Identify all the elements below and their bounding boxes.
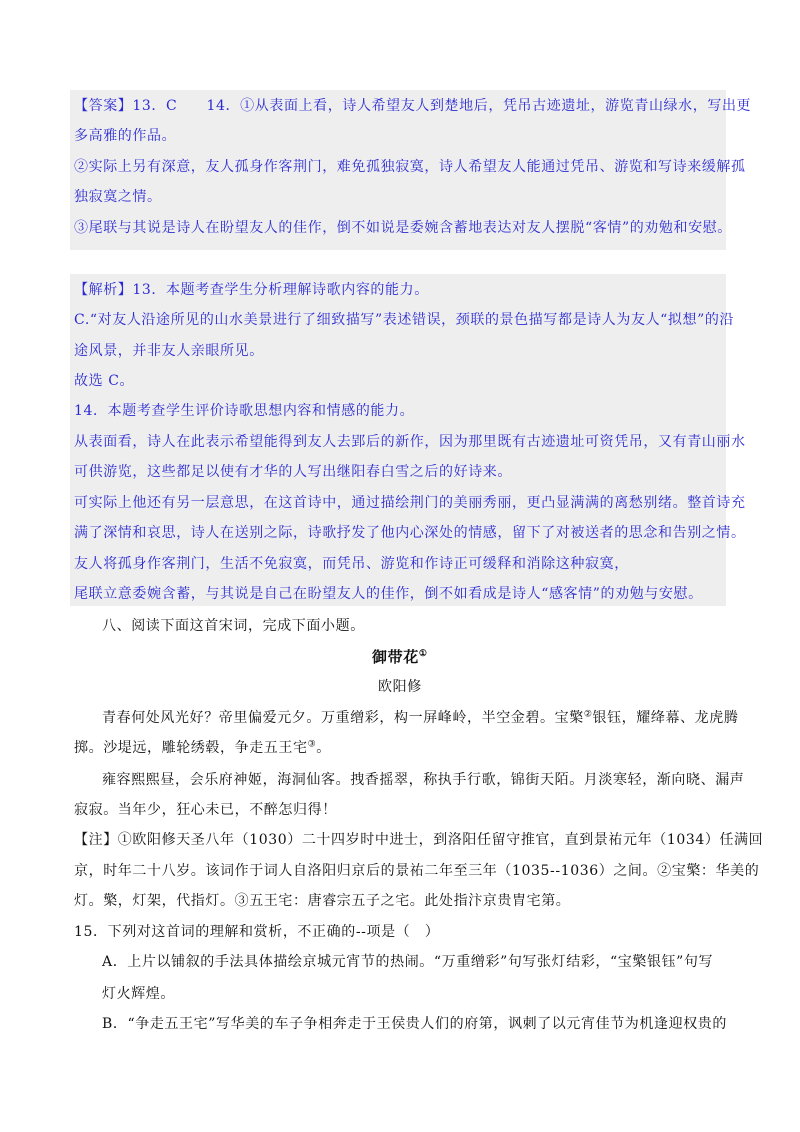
analysis-line: 14．本题考查学生评价诗歌思想内容和情感的能力。: [74, 403, 415, 419]
notes-line: 【注】①欧阳修天圣八年（1030）二十四岁时中进士，到洛阳任留守推官，直到景祐元年（1034）任满回: [74, 832, 764, 848]
notes-line: 灯。檠，灯架，代指灯。③五王宅：唐睿宗五子之宅。此处指汴京贵胄宅第。: [74, 893, 571, 909]
question-option: 灯火辉煌。: [102, 986, 175, 1002]
analysis-line: C.“对友人沿途所见的山水美景进行了细致描写”表述错误，颈联的景色描写都是诗人为友人“拟想”的沿: [74, 312, 735, 328]
poem-title-text: 御带花: [372, 648, 419, 666]
poem-title-note-mark: ①: [418, 649, 428, 659]
poem-line-rest: 银钰，耀绛幕、龙虎腾: [592, 710, 739, 726]
analysis-line: 尾联立意委婉含蓄，与其说是自己在盼望友人的佳作，倒不如看成是诗人“感客情”的劝勉与安慰。: [74, 586, 703, 602]
poem-line-rest: 。: [316, 740, 331, 756]
question-option: B．“争走五王宅”写华美的车子争相奔走于王侯贵人们的府第，讽刺了以元宵佳节为机逢迎权贵的: [102, 1016, 727, 1032]
answer-line: 多高雅的作品。: [74, 128, 177, 144]
poem-line: [102, 708, 738, 728]
analysis-line: 可供游览，这些都足以使有才华的人写出继阳春白雪之后的好诗来。: [74, 464, 512, 480]
analysis-line: 满了深情和哀思，诗人在送别之际，诗歌抒发了他内心深处的情感，留下了对被送者的思念和告别之情。: [74, 525, 746, 541]
section-heading: 八、阅读下面这首宋词，完成下面小题。: [102, 618, 365, 634]
poem-line-text: 掷。沙堤远，雕轮绣毂，争走五王宅: [74, 740, 308, 756]
answer-line: 【答案】13．C 14．①从表面上看，诗人希望友人到楚地后，凭吊古迹遗址，游览青山绿水，写出更: [74, 98, 752, 114]
notes-line: 京，时年二十八岁。该词作于词人自洛阳归京后的景祐二年至三年（1035--1036）之间。②宝檠：华美的: [74, 863, 760, 879]
analysis-line: 途风景，并非友人亲眼所见。: [74, 343, 264, 359]
poem-note-mark: ③: [307, 739, 317, 750]
analysis-line: 可实际上他还有另一层意思，在这首诗中，通过描绘荆门的美丽秀丽，更凸显满满的离愁别绪。整首诗充: [74, 495, 746, 511]
poem-line: 雍容熙熙昼，会乐府神姬，海洞仙客。拽香摇翠，称执手行歌，锦街天陌。月淡寒轻，渐向晓、漏声: [102, 772, 745, 788]
answer-line: ③尾联与其说是诗人在盼望友人的佳作，倒不如说是委婉含蓄地表达对友人摆脱“客情”的劝勉和安慰。: [74, 220, 732, 236]
question-option: A．上片以铺叙的手法具体描绘京城元宵节的热闹。“万重缯彩”句写张灯结彩，“宝檠银钰”句写: [102, 954, 714, 970]
question-stem: 15．下列对这首词的理解和赏析，不正确的--项是（ ）: [74, 924, 440, 940]
poem-line: 寂寂。当年少，狂心未已，不醉怎归得！: [74, 802, 337, 818]
analysis-line: 【解析】13．本题考查学生分析理解诗歌内容的能力。: [74, 282, 429, 298]
poem-title: [372, 647, 427, 667]
analysis-line: 友人将孤身作客荆门，生活不免寂寞，而凭吊、游览和作诗正可缓释和消除这种寂寞，: [74, 556, 629, 572]
answer-line: 独寂寞之情。: [74, 189, 162, 205]
analysis-line: 从表面看，诗人在此表示希望能得到友人去郢后的新作，因为那里既有古迹遗址可资凭吊，又有青山丽水: [74, 434, 746, 450]
analysis-line: 故选 C。: [74, 373, 135, 389]
poem-line-text: 青春何处风光好？帝里偏爱元夕。万重缯彩，构一屏峰岭，半空金碧。宝檠: [102, 710, 584, 726]
poem-line: [74, 738, 331, 758]
answer-line: ②实际上另有深意，友人孤身作客荆门，难免孤独寂寞，诗人希望友人能通过凭吊、游览和写诗来缓解孤: [74, 159, 746, 175]
poem-note-mark: ②: [583, 709, 593, 720]
poem-author: 欧阳修: [378, 679, 422, 695]
